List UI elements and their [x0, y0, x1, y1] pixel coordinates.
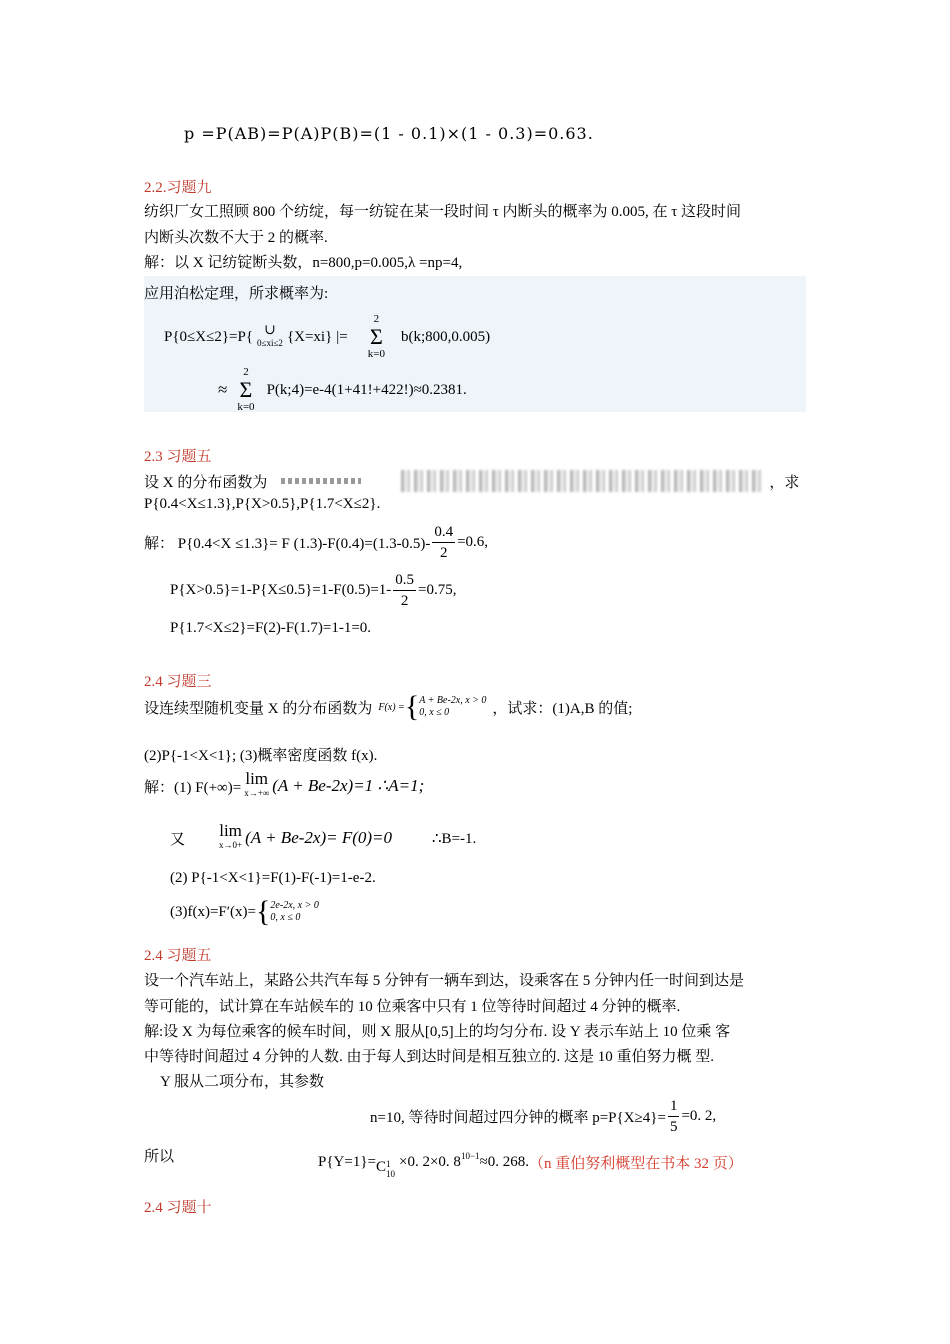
solution-line	[318, 1145, 743, 1179]
superscript: 10−1	[460, 1151, 480, 1161]
union-glyph: ∪	[264, 323, 276, 338]
section-heading-2-2: 2.2.习题九	[144, 180, 212, 196]
solution-text: 解:设 X 为每位乘客的候车时间，则 X 服从[0,5]上的均匀分布. 设 Y 表示车站上 10 位乘 客	[144, 1024, 731, 1040]
subscript: 10	[386, 1169, 396, 1179]
sum-bottom: k=0	[237, 401, 255, 413]
case: 0, x ≤ 0	[270, 912, 301, 923]
solution-text: P{1.7<X≤2}=F(2)-F(1.7)=1-1=0.	[170, 620, 372, 636]
solution-text: P{Y=1}=	[318, 1153, 376, 1170]
lim-subscript: x→0+	[219, 840, 243, 850]
function-name: F(x) =	[378, 701, 405, 713]
solution-line	[144, 769, 425, 800]
piecewise-function	[378, 692, 486, 722]
problem-text: (2)P{-1<X<1}; (3)概率密度函数 f(x).	[144, 748, 378, 764]
solution-text: 应用泊松定理，所求概率为:	[144, 286, 329, 302]
case: 0, x ≤ 0	[419, 707, 450, 718]
solution-text: (3)f(x)=F′(x)=	[170, 903, 257, 920]
solution-line	[170, 570, 457, 611]
eq-text: |=	[336, 328, 348, 345]
solution-text: =0.6,	[457, 534, 489, 550]
piecewise-function	[256, 897, 319, 927]
sum-symbol	[368, 313, 385, 361]
problem-line	[144, 692, 632, 722]
case: 2e-2x, x > 0	[270, 900, 319, 911]
denominator: 2	[439, 545, 448, 561]
brace-glyph: {	[404, 690, 420, 723]
problem-text: ，求	[769, 474, 800, 491]
blurred-piecewise-function	[401, 470, 761, 492]
numerator: 0.5	[393, 570, 416, 591]
lim-glyph: lim	[219, 821, 242, 840]
combination-indices	[386, 1159, 395, 1179]
solution-line	[170, 821, 477, 852]
solution-text: n=10, 等待时间超过四分钟的概率 p=P{X≥4}=	[370, 1110, 666, 1126]
problem-line	[144, 470, 806, 492]
sum-top: 2	[373, 313, 380, 325]
denominator: 2	[400, 593, 409, 609]
solution-text: 解： P{0.4<X ≤1.3}= F (1.3)-F(0.4)=(1.3-0.5)-	[144, 536, 431, 552]
limit	[244, 769, 270, 800]
solution-text: (A + Be-2x)= F(0)=0	[245, 828, 393, 847]
solution-line	[144, 522, 488, 563]
problem-text: 设连续型随机变量 X 的分布函数为	[144, 700, 373, 717]
lim-glyph: lim	[245, 769, 269, 788]
poisson-equation-1	[164, 313, 490, 361]
solution-text: ≈0. 268.	[479, 1153, 529, 1170]
problem-text: 设一个汽车站上，某路公共汽车每 5 分钟有一辆车到达，设乘客在 5 分钟内任一时间到达是	[144, 973, 745, 989]
eq-text: P{0≤X≤2}=P{	[164, 328, 254, 345]
note-text: （n 重伯努利概型在书本 32 页）	[529, 1155, 743, 1172]
poisson-equation-2	[218, 366, 467, 414]
solution-text: =0. 2,	[681, 1108, 717, 1124]
combination-glyph: C	[376, 1159, 387, 1175]
numerator: 1	[668, 1096, 680, 1117]
problem-text: 等可能的，试计算在车站候车的 10 位乘客中只有 1 位等待时间超过 4 分钟的概率.	[144, 999, 681, 1015]
problem-text: 内断头次数不大于 2 的概率.	[144, 230, 328, 246]
solution-text: (2) P{-1<X<1}=F(1)-F(-1)=1-e-2.	[170, 870, 376, 886]
section-heading-2-3: 2.3 习题五	[144, 449, 212, 465]
numerator: 0.4	[432, 522, 455, 543]
approx-sign: ≈	[218, 380, 228, 399]
solution-line	[370, 1096, 716, 1137]
cases	[419, 695, 486, 719]
solution-text: (A + Be-2x)=1 ∴A=1;	[272, 776, 425, 795]
limit	[219, 821, 243, 852]
eq-text: {X=xi}	[286, 328, 333, 345]
sum-symbol	[237, 366, 254, 414]
fraction	[668, 1096, 680, 1137]
union-subscript: 0≤xi≤2	[257, 338, 283, 348]
solution-text: 中等待时间超过 4 分钟的人数. 由于每人到达时间是相互独立的. 这是 10 重伯努力概 型.	[144, 1049, 715, 1065]
problem-text: ，试求：(1)A,B 的值;	[492, 700, 633, 717]
solution-text: 所以	[144, 1149, 175, 1165]
union-symbol	[257, 324, 283, 350]
cases	[270, 900, 318, 924]
solution-text: ∴B=-1.	[432, 830, 477, 847]
section-heading-2-4-5: 2.4 习题五	[144, 948, 212, 964]
case: A + Be-2x, x > 0	[419, 695, 487, 706]
blurred-formula-fragment	[281, 478, 361, 484]
eq-text: P(k;4)=e-4(1+41!+422!)≈0.2381.	[266, 381, 467, 398]
lim-subscript: x→+∞	[244, 788, 270, 798]
solution-text: 解：(1) F(+∞)=	[144, 779, 242, 796]
fraction	[393, 570, 416, 611]
combination	[376, 1159, 395, 1179]
solution-text: 又	[170, 831, 186, 848]
denominator: 5	[669, 1119, 678, 1135]
sum-top: 2	[243, 366, 249, 378]
top-formula: p =P(AB)=P(A)P(B)=(1 - 0.1)×(1 - 0.3)=0.63.	[184, 124, 594, 143]
problem-text: 设 X 的分布函数为	[144, 474, 268, 491]
solution-text: Y 服从二项分布，其参数	[160, 1074, 325, 1090]
brace-glyph: {	[256, 895, 271, 928]
problem-text: P{0.4<X≤1.3},P{X>0.5},P{1.7<X≤2}.	[144, 496, 381, 512]
sum-bottom: k=0	[367, 348, 385, 360]
solution-text: P{X>0.5}=1-P{X≤0.5}=1-F(0.5)=1-	[170, 582, 392, 598]
sigma-glyph: Σ	[369, 324, 383, 349]
section-heading-2-4-10: 2.4 习题十	[144, 1200, 212, 1216]
solution-text: =0.75,	[418, 582, 457, 598]
fraction	[432, 522, 455, 563]
solution-line	[170, 897, 319, 927]
solution-text: 解：以 X 记纺锭断头数，n=800,p=0.005,λ =np=4,	[144, 255, 463, 271]
section-heading-2-4-3: 2.4 习题三	[144, 674, 212, 690]
problem-text: 纺织厂女工照顾 800 个纺绽，每一纺锭在某一段时间 τ 内断头的概率为 0.005, 在 τ 这段时间	[144, 204, 742, 220]
solution-text: ×0. 2×0. 8	[399, 1153, 461, 1170]
eq-text: b(k;800,0.005)	[400, 328, 491, 345]
superscript: 1	[386, 1159, 391, 1169]
sigma-glyph: Σ	[239, 377, 253, 402]
